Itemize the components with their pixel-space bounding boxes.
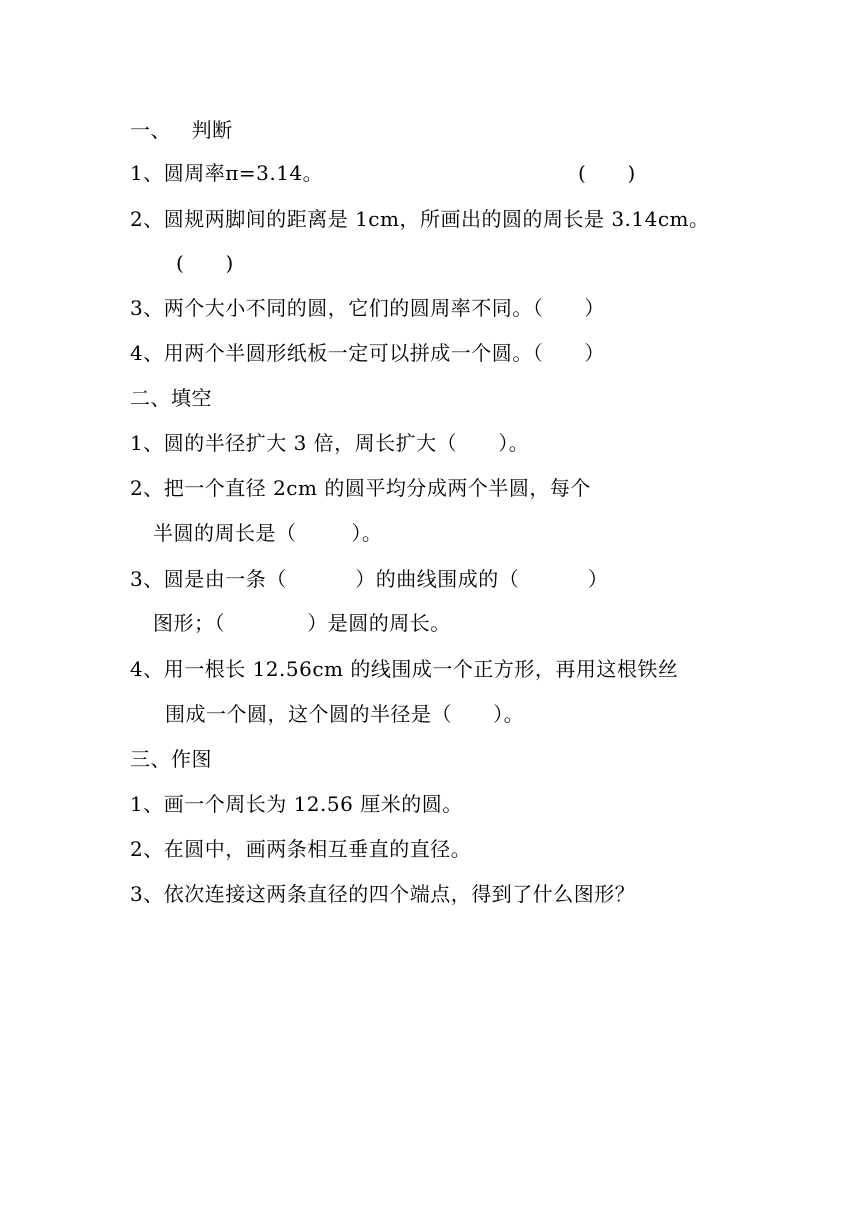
section-1-question-3: 3、两个大小不同的圆，它们的圆周率不同。（ ） [130, 296, 605, 320]
section-1-question-1: 1、圆周率π=3.14。 [130, 161, 324, 185]
section-2-heading: 二、填空 [130, 386, 212, 410]
section-2-question-2: 2、把一个直径 2cm 的圆平均分成两个半圆，每个 [130, 476, 591, 500]
section-3-question-1: 1、画一个周长为 12.56 厘米的圆。 [130, 792, 463, 816]
section-2-question-1: 1、圆的半径扩大 3 倍，周长扩大（ ）。 [130, 431, 530, 455]
section-3-question-3: 3、依次连接这两条直径的四个端点，得到了什么图形？ [130, 882, 636, 906]
section-1-heading: 一、 判断 [130, 118, 233, 142]
section-3-question-2: 2、在圆中，画两条相互垂直的直径。 [130, 837, 472, 861]
section-1-question-4: 4、用两个半圆形纸板一定可以拼成一个圆。（ ） [130, 341, 605, 365]
section-2-question-4: 4、用一根长 12.56cm 的线围成一个正方形，再用这根铁丝 [130, 657, 679, 681]
section-1-question-2: 2、圆规两脚间的距离是 1cm，所画出的圆的周长是 3.14cm。 [130, 207, 710, 231]
section-2-question-4-continued: 围成一个圆，这个圆的半径是（ ）。 [165, 702, 525, 726]
section-1-question-2-blank: ( ) [176, 251, 234, 275]
section-1-question-1-blank: ( ) [578, 161, 636, 185]
section-2-question-3: 3、圆是由一条（ ）的曲线围成的（ ） [130, 567, 609, 591]
section-2-question-3-continued: 图形；（ ）是圆的周长。 [153, 611, 451, 635]
section-3-heading: 三、作图 [130, 747, 212, 771]
section-2-question-2-continued: 半圆的周长是（ ）。 [153, 521, 383, 545]
